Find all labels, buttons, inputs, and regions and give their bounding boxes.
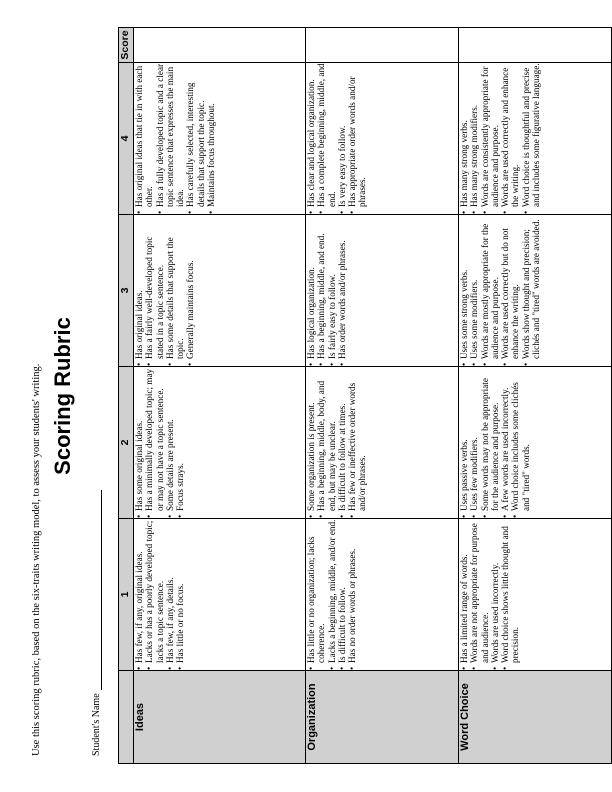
trait-label: Ideas — [134, 671, 306, 764]
criteria-item: • Uses some modifiers. — [469, 215, 479, 359]
criteria-item: • Focus strays. — [175, 367, 185, 511]
criteria-cell — [459, 519, 612, 671]
criteria-list — [459, 215, 541, 366]
criteria-item: • Words are used correctly and enhance the writing. — [500, 63, 521, 207]
criteria-list — [306, 519, 357, 670]
criteria-item: • Has a beginning, middle, and end. — [316, 215, 326, 359]
criteria-item: • Has order words and/or phrases. — [337, 215, 347, 359]
criteria-item: • Lacks a beginning, middle, and/or end. — [327, 519, 337, 663]
criteria-item: • Uses some strong verbs. — [459, 215, 469, 359]
criteria-item: • Has few, if any, original ideas. — [134, 519, 144, 663]
criteria-item: • Has a fairly well-developed topic stated in a topic sentence. — [144, 215, 165, 359]
criteria-item: • Words are used correctly but do not enhance the writing. — [500, 215, 521, 359]
criteria-item: • Generally maintains focus. — [185, 215, 195, 359]
trait-label: Word Choice — [459, 671, 612, 764]
criteria-item: • Has original ideas that tie in with each other. — [134, 63, 155, 207]
criteria-list — [459, 63, 541, 214]
criteria-item: • Has original ideas. — [134, 215, 144, 359]
criteria-list — [459, 367, 531, 518]
rubric-table — [118, 27, 612, 764]
criteria-item: • Is difficult to follow. — [337, 519, 347, 663]
criteria-cell — [306, 519, 459, 671]
criteria-list — [134, 63, 216, 214]
criteria-item: • Has carefully selected, interesting details that support the topic. — [185, 63, 206, 207]
criteria-list — [134, 215, 196, 366]
criteria-cell — [134, 367, 306, 519]
criteria-item: • Words are mostly appropriate for the audience and purpose. — [480, 215, 501, 359]
criteria-item: • Has little or no focus. — [175, 519, 185, 663]
score-cell[interactable] — [459, 28, 612, 63]
criteria-cell — [306, 367, 459, 519]
trait-label: Organization — [306, 671, 459, 764]
criteria-item: • Has some original ideas. — [134, 367, 144, 511]
rubric-row — [134, 28, 306, 764]
criteria-item: • Word choice includes some clichés and "tired" words. — [510, 367, 531, 511]
criteria-cell — [459, 63, 612, 215]
header-blank — [119, 671, 134, 764]
criteria-item: • Has few, if any, details. — [165, 519, 175, 663]
student-name-row — [90, 490, 102, 756]
score-cell[interactable] — [134, 28, 306, 63]
criteria-item: • Has little or no organization; lacks coherence. — [306, 519, 327, 663]
criteria-cell — [306, 215, 459, 367]
criteria-item: • Has a fully developed topic and a clear topic sentence that expresses the main idea. — [155, 63, 186, 207]
rubric-row — [306, 28, 459, 764]
criteria-cell — [306, 63, 459, 215]
student-name-field[interactable] — [90, 490, 102, 690]
criteria-item: • Has a minimally developed topic; may or may not have a topic sentence. — [144, 367, 165, 511]
criteria-item: • A few words are used incorrectly. — [500, 367, 510, 511]
student-name-label: Student's Name — [91, 693, 102, 756]
score-cell[interactable] — [306, 28, 459, 63]
criteria-list — [134, 367, 185, 518]
intro-text: Use this scoring rubric, based on the six-traits writing model, to assess your students' writing. — [31, 363, 42, 756]
criteria-item: • Words show thought and precision; clichés and "tired" words are avoided. — [521, 215, 542, 359]
criteria-item: • Has a complete beginning, middle, and end. — [316, 63, 337, 207]
criteria-item: • Lacks or has a poorly developed topic; lacks a topic sentence. — [144, 519, 165, 663]
page-title: Scoring Rubric — [50, 317, 75, 475]
criteria-item: • Words are consistently appropriate for audience and purpose. — [480, 63, 501, 207]
header-level-2: 2 — [119, 367, 134, 519]
header-level-3: 3 — [119, 215, 134, 367]
criteria-cell — [134, 63, 306, 215]
criteria-item: • Some words may not be appropriate for the audience and purpose. — [480, 367, 501, 511]
header-level-4: 4 — [119, 63, 134, 215]
criteria-list — [459, 519, 521, 670]
criteria-item: • Is very easy to follow. — [337, 63, 347, 207]
criteria-list — [134, 519, 185, 670]
criteria-item: • Some details are present. — [165, 367, 175, 511]
criteria-cell — [134, 519, 306, 671]
criteria-item: • Some organization is present. — [306, 367, 316, 511]
criteria-list — [306, 63, 368, 214]
criteria-cell — [459, 367, 612, 519]
criteria-cell — [459, 215, 612, 367]
header-row — [119, 28, 134, 764]
criteria-item: • Maintains focus throughout. — [206, 63, 216, 207]
criteria-item: • Has some details that support the topic. — [165, 215, 186, 359]
rubric-row — [459, 28, 612, 764]
criteria-item: • Uses few modifiers. — [469, 367, 479, 511]
header-level-1: 1 — [119, 519, 134, 671]
criteria-item: • Has a limited range of words. — [459, 519, 469, 663]
criteria-item: • Has no order words or phrases. — [347, 519, 357, 663]
criteria-item: • Word choice shows little thought and precision. — [500, 519, 521, 663]
criteria-item: • Word choice is thoughtful and precise and includes some figurative language. — [521, 63, 542, 207]
criteria-item: • Has logical organization. — [306, 215, 316, 359]
criteria-item: • Has many strong verbs. — [459, 63, 469, 207]
criteria-item: • Is difficult to follow at times. — [337, 367, 347, 511]
criteria-item: • Has many strong modifiers. — [469, 63, 479, 207]
criteria-item: • Has clear and logical organization. — [306, 63, 316, 207]
criteria-item: • Uses passive verbs. — [459, 367, 469, 511]
criteria-list — [306, 367, 368, 518]
criteria-item: • Has few or ineffective order words and/or phrases. — [347, 367, 368, 511]
criteria-cell — [134, 215, 306, 367]
header-score: Score — [119, 28, 134, 63]
criteria-item: • Words are not appropriate for purpose and audience. — [469, 519, 490, 663]
criteria-item: • Words are used incorrectly. — [490, 519, 500, 663]
criteria-item: • Has a beginning, middle, body, and end, but may be unclear. — [316, 367, 337, 511]
criteria-item: • Is fairly easy to follow. — [327, 215, 337, 359]
criteria-list — [306, 215, 347, 366]
criteria-item: • Has appropriate order words and/or phrases. — [347, 63, 368, 207]
